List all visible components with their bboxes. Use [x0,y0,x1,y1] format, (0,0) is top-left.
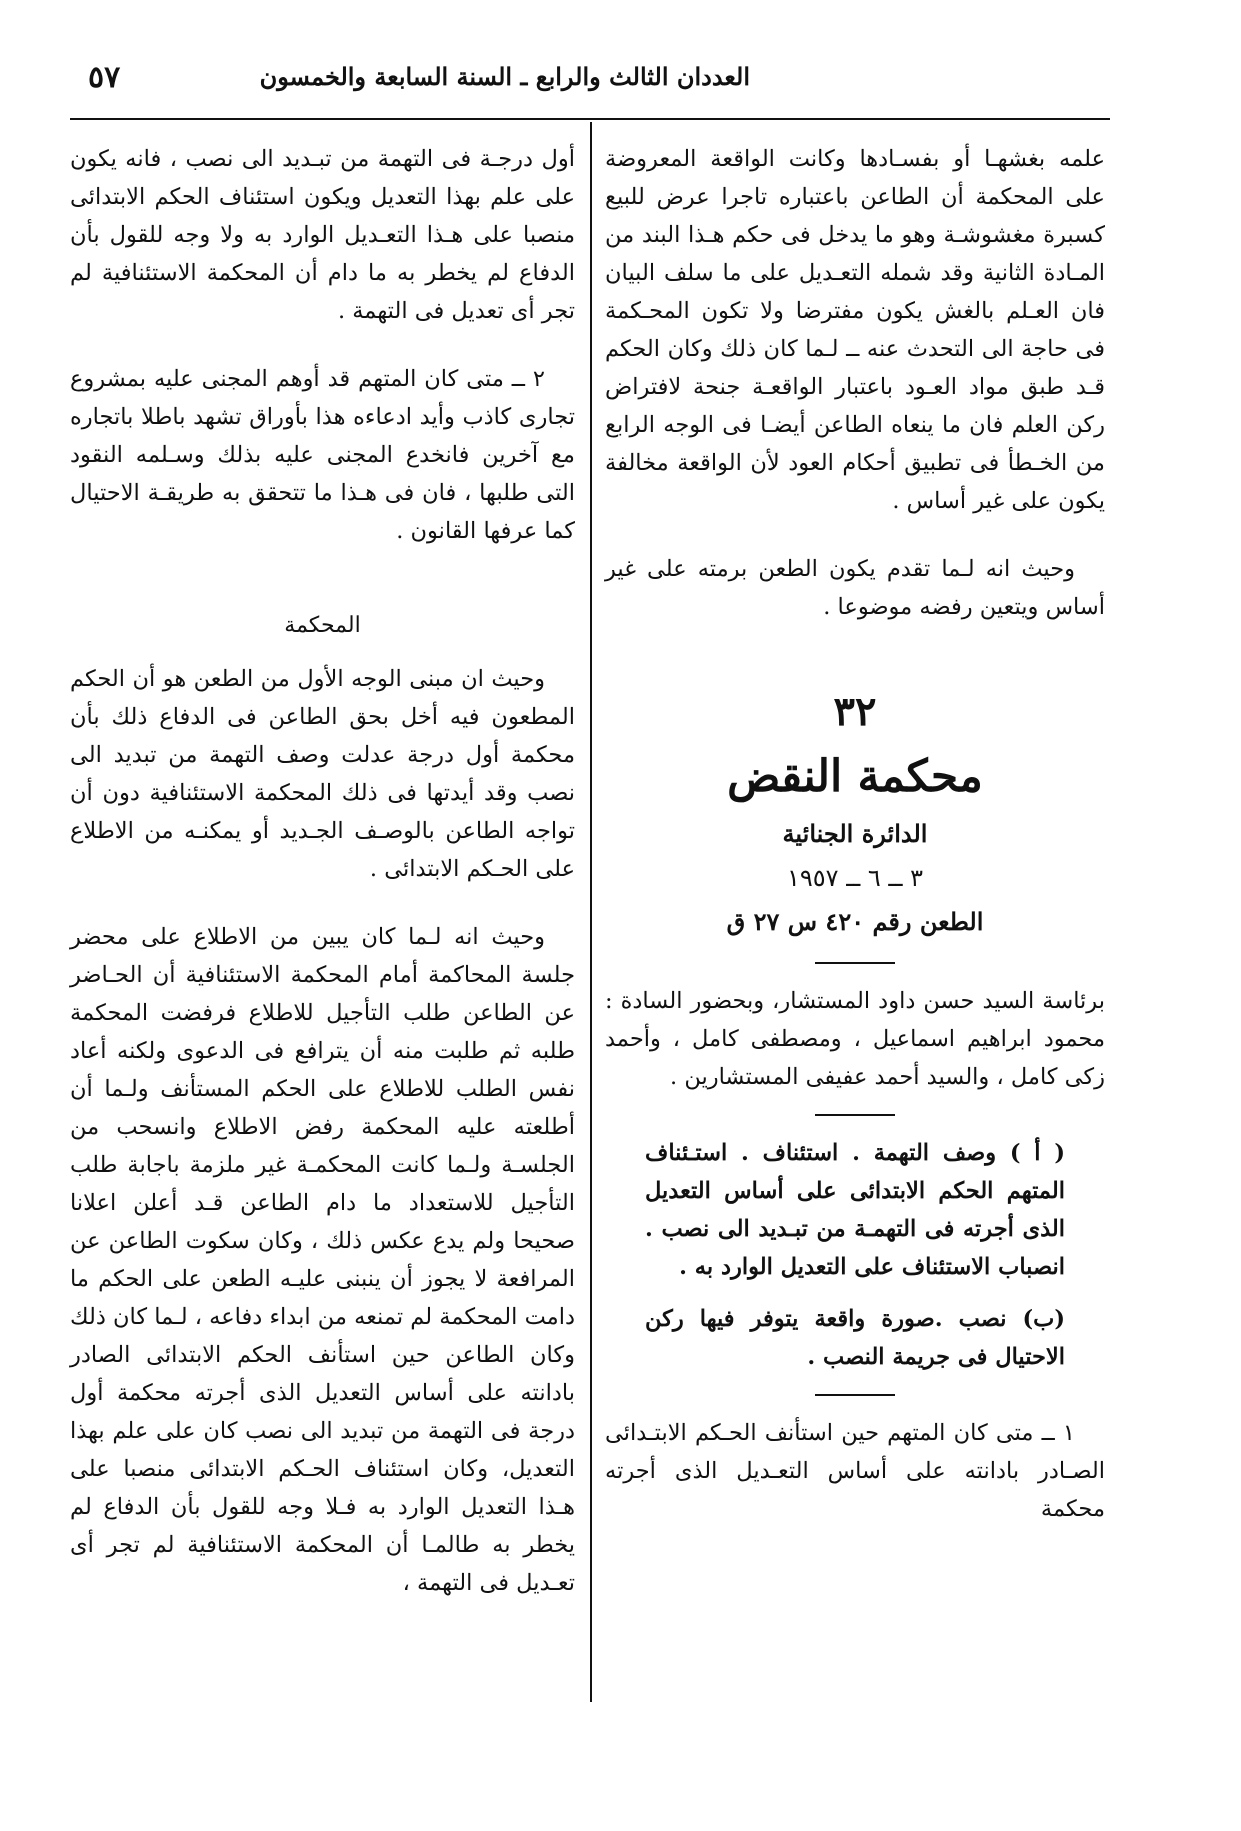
section-title: المحكمة [284,613,361,638]
appeal-number: الطعن رقم ٤٢٠ س ٢٧ ق [726,907,984,936]
page-header [70,62,1110,102]
divider [815,1114,895,1116]
paragraph: ٢ ــ متى كان المتهم قد أوهم المجنى عليه بمشروع تجارى كاذب وأيد ادعاءه هذا بأوراق تشهد باطلا باتجاره مع آخرين فانخدع المجنى عليه بذلك وسـلمه النقود التى طلبها ، فان فى هـذا ما تتحقق به طريقـة الاحتيال كما عرفها القانون . [70,366,575,544]
headnote-a: ( أ ) وصف التهمة . استئناف . استـئناف المتهم الحكم الابتدائى على أساس التعديل الذى أجرته فى التهمـة من تبـديد الى نصب . انصباب الاستئناف على التعديل الوارد به . [645,1140,1065,1280]
left-column [70,140,575,1602]
judgment-date: ٣ ــ ٦ ــ ١٩٥٧ [787,864,923,892]
divider [815,1394,895,1396]
paragraph: أول درجـة فى التهمة من تبـديد الى نصب ، فانه يكون على علم بهذا التعديل ويكون استئناف الحكم الابتدائى منصبا على هـذا التعـديل الوارد به ولا وجه للقول بأن الدفاع لم يخطر به ما دام أن المحكمة الاستئنافية لم تجر أى تعديل فى التهمة . [70,146,575,324]
paragraph: ١ ــ متى كان المتهم حين استأنف الحـكم الابتـدائى الصـادر بادانته على أساس التعـديل الذى أجرته محكمة [605,1420,1105,1522]
divider [815,962,895,964]
paragraph: وحيث ان مبنى الوجه الأول من الطعن هو أن الحكم المطعون فيه أخل بحق الطاعن فى الدفاع ذلك بأن محكمة أول درجة عدلت وصف التهمة من تبديد الى نصب وقد أيدتها فى ذلك المحكمة الاستئنافية دون أن تواجه الطاعن بالوصـف الجـديد أو يمكنـه من الاطلاع على الحـكم الابتدائى . [70,666,575,882]
court-name: محكمة النقض [727,751,983,802]
paragraph: وحيث انه لـما كان يبين من الاطلاع على محضر جلسة المحاكمة أمام المحكمة الاستئنافية أن الحـاضر عن الطاعن طلب التأجيل للاطلاع فرفضت المحكمة طلبه ثم طلبت منه أن يترافع فى الدعوى ولكنه أعاد نفس الطلب للاطلاع على الحكم المستأنف ولـما أن أطلعته عليه المحكمة رفض الاطلاع وانسحب من الجلسـة ولـما كانت المحكمـة غير ملزمة باجابة طلب التأجيل للاستعداد ما دام الطاعن قـد أعلن اعلانا صحيحا ولم يدع عكس ذلك ، وكان سكوت الطاعن عن المرافعة لا يجوز أن ينبنى عليـه الطعن على الحكم ما دامت المحكمة لم تمنعه من ابداء دفاعه ، لـما كان ذلك وكان الطاعن حين استأنف الحكم الابتدائى الصادر بادانته على أساس التعديل الذى أجرته محكمة أول درجة فى التهمة من تبديد الى نصب كان على علم بهذا التعديل، وكان استئناف الحـكم الابتدائى منصبا على هـذا التعديل الوارد به فـلا وجه للقول بأن الدفاع لم يخطر به طالمـا أن المحكمة الاستئنافية لم تجر أى تعـديل فى التهمة ، [70,924,575,1596]
headnote-b: (ب) نصب .صورة واقعة يتوفر فيها ركن الاحتيال فى جريمة النصب . [645,1306,1065,1370]
bench-composition: برئاسة السيد حسن داود المستشار، وبحضور السادة : محمود ابراهيم اسماعيل ، ومصطفى كامل ، وأحمد زكى كامل ، والسيد أحمد عفيفى المستشارين . [605,988,1105,1090]
paragraph: وحيث انه لـما تقدم يكون الطعن برمته على غير أساس ويتعين رفضه موضوعا . [605,556,1105,620]
right-column [605,140,1105,1528]
column-divider [590,122,592,1702]
page-number: ٥٧ [88,60,121,95]
paragraph: علمه بغشهـا أو بفسـادها وكانت الواقعة المعروضة على المحكمة أن الطاعن باعتباره تاجرا عرض للبيع كسبرة مغشوشـة وهو ما يدخل فى حكم هـذا البند من المـادة الثانية وقد شمله التعـديل على ما سلف البيان فان العـلم بالغش يكون مفترضا ولا تكون المحـكمة فى حاجة الى التحدث عنه ــ لـما كان ذلك وكان الحكم قـد طبق مواد العـود باعتبار الواقعـة جنحة لافتراض ركن العلم فان ما ينعاه الطاعن أيضـا فى الوجه الرابع من الخـطأ فى تطبيق أحكام العود لأن الواقعة مخالفة يكون على غير أساس . [605,146,1105,514]
header-rule [70,118,1110,120]
case-number: ٣٢ [833,688,877,735]
chamber-title: الدائرة الجنائية [782,819,928,848]
running-title: العددان الثالث والرابع ـ السنة السابعة والخمسون [259,62,750,91]
